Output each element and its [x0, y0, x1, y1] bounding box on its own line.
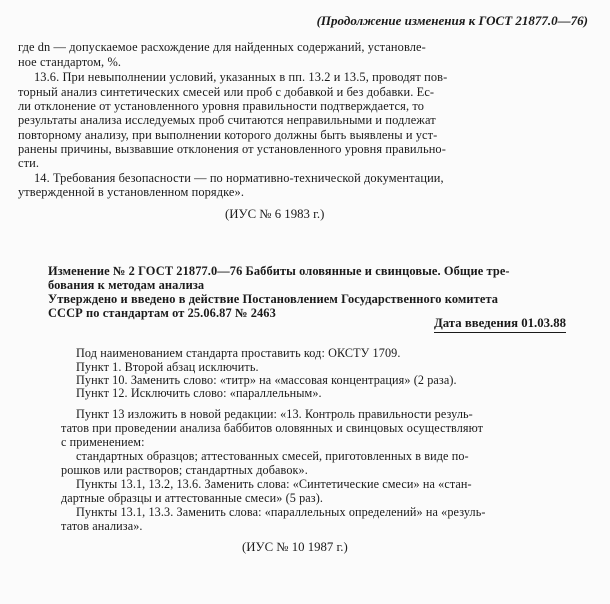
amendment-title: бования к методам анализа: [48, 278, 205, 292]
instruction-line: рошков или растворов; стандартных добавок».: [61, 463, 308, 477]
instruction-line: Под наименованием стандарта проставить код: ОКСТУ 1709.: [76, 346, 401, 360]
text-line: сти.: [18, 156, 40, 170]
ius-reference: (ИУС № 10 1987 г.): [242, 540, 348, 554]
text-line: ранены причины, вызвавшие отклонения от установленного уровня правильно-: [18, 142, 446, 156]
running-head: (Продолжение изменения к ГОСТ 21877.0—76): [316, 13, 588, 28]
instruction-line: татов анализа».: [61, 519, 143, 533]
instruction-line: Пункт 10. Заменить слово: «титр» на «массовая концентрация» (2 раза).: [76, 373, 457, 387]
ius-reference: (ИУС № 6 1983 г.): [225, 207, 325, 221]
instruction-line: Пункт 12. Исключить слово: «параллельным».: [76, 386, 322, 400]
text-line: 14. Требования безопасности — по нормативно-технической документации,: [34, 171, 444, 185]
text-line: торный анализ синтетических смесей или проб с добавкой и без добавки. Ес-: [18, 85, 435, 99]
amendment-approval: СССР по стандартам от 25.06.87 № 2463: [48, 306, 276, 320]
instruction-line: Пункты 13.1, 13.2, 13.6. Заменить слова: «Синтетические смеси» на «стан-: [76, 477, 472, 491]
instruction-line: с применением:: [61, 435, 145, 449]
amendment-approval: Утверждено и введено в действие Постановлением Государственного комитета: [48, 292, 499, 306]
text-line: утвержденной в установленном порядке».: [18, 185, 245, 199]
instruction-line: дартные образцы и аттестованные смеси» (5 раз).: [61, 491, 324, 505]
instruction-line: Пункт 1. Второй абзац исключить.: [76, 360, 259, 374]
text-line: ное стандартом, %.: [18, 55, 122, 69]
amendment-title: Изменение № 2 ГОСТ 21877.0—76 Баббиты оловянные и свинцовые. Общие тре-: [48, 264, 510, 278]
text-line: 13.6. При невыполнении условий, указанных в пп. 13.2 и 13.5, проводят пов-: [34, 70, 448, 84]
instruction-line: стандартных образцов; аттестованных смесей, приготовленных в виде по-: [76, 449, 469, 463]
instruction-line: Пункты 13.1, 13.3. Заменить слова: «параллельных определений» на «резуль-: [76, 505, 486, 519]
instruction-line: татов при проведении анализа баббитов оловянных и свинцовых осуществляют: [61, 421, 484, 435]
text-line: где dn — допускаемое расхождение для найденных содержаний, установле-: [18, 40, 426, 54]
instruction-line: Пункт 13 изложить в новой редакции: «13. Контроль правильности резуль-: [76, 407, 473, 421]
text-line: повторному анализу, при выполнении которого должны быть выявлены и уст-: [18, 128, 438, 142]
text-line: результаты анализа исследуемых проб считаются неправильными и подлежат: [18, 113, 436, 127]
effective-date: Дата введения 01.03.88: [434, 316, 566, 333]
text-line: ли отклонение от установленного уровня правильности подтверждается, то: [18, 99, 424, 113]
